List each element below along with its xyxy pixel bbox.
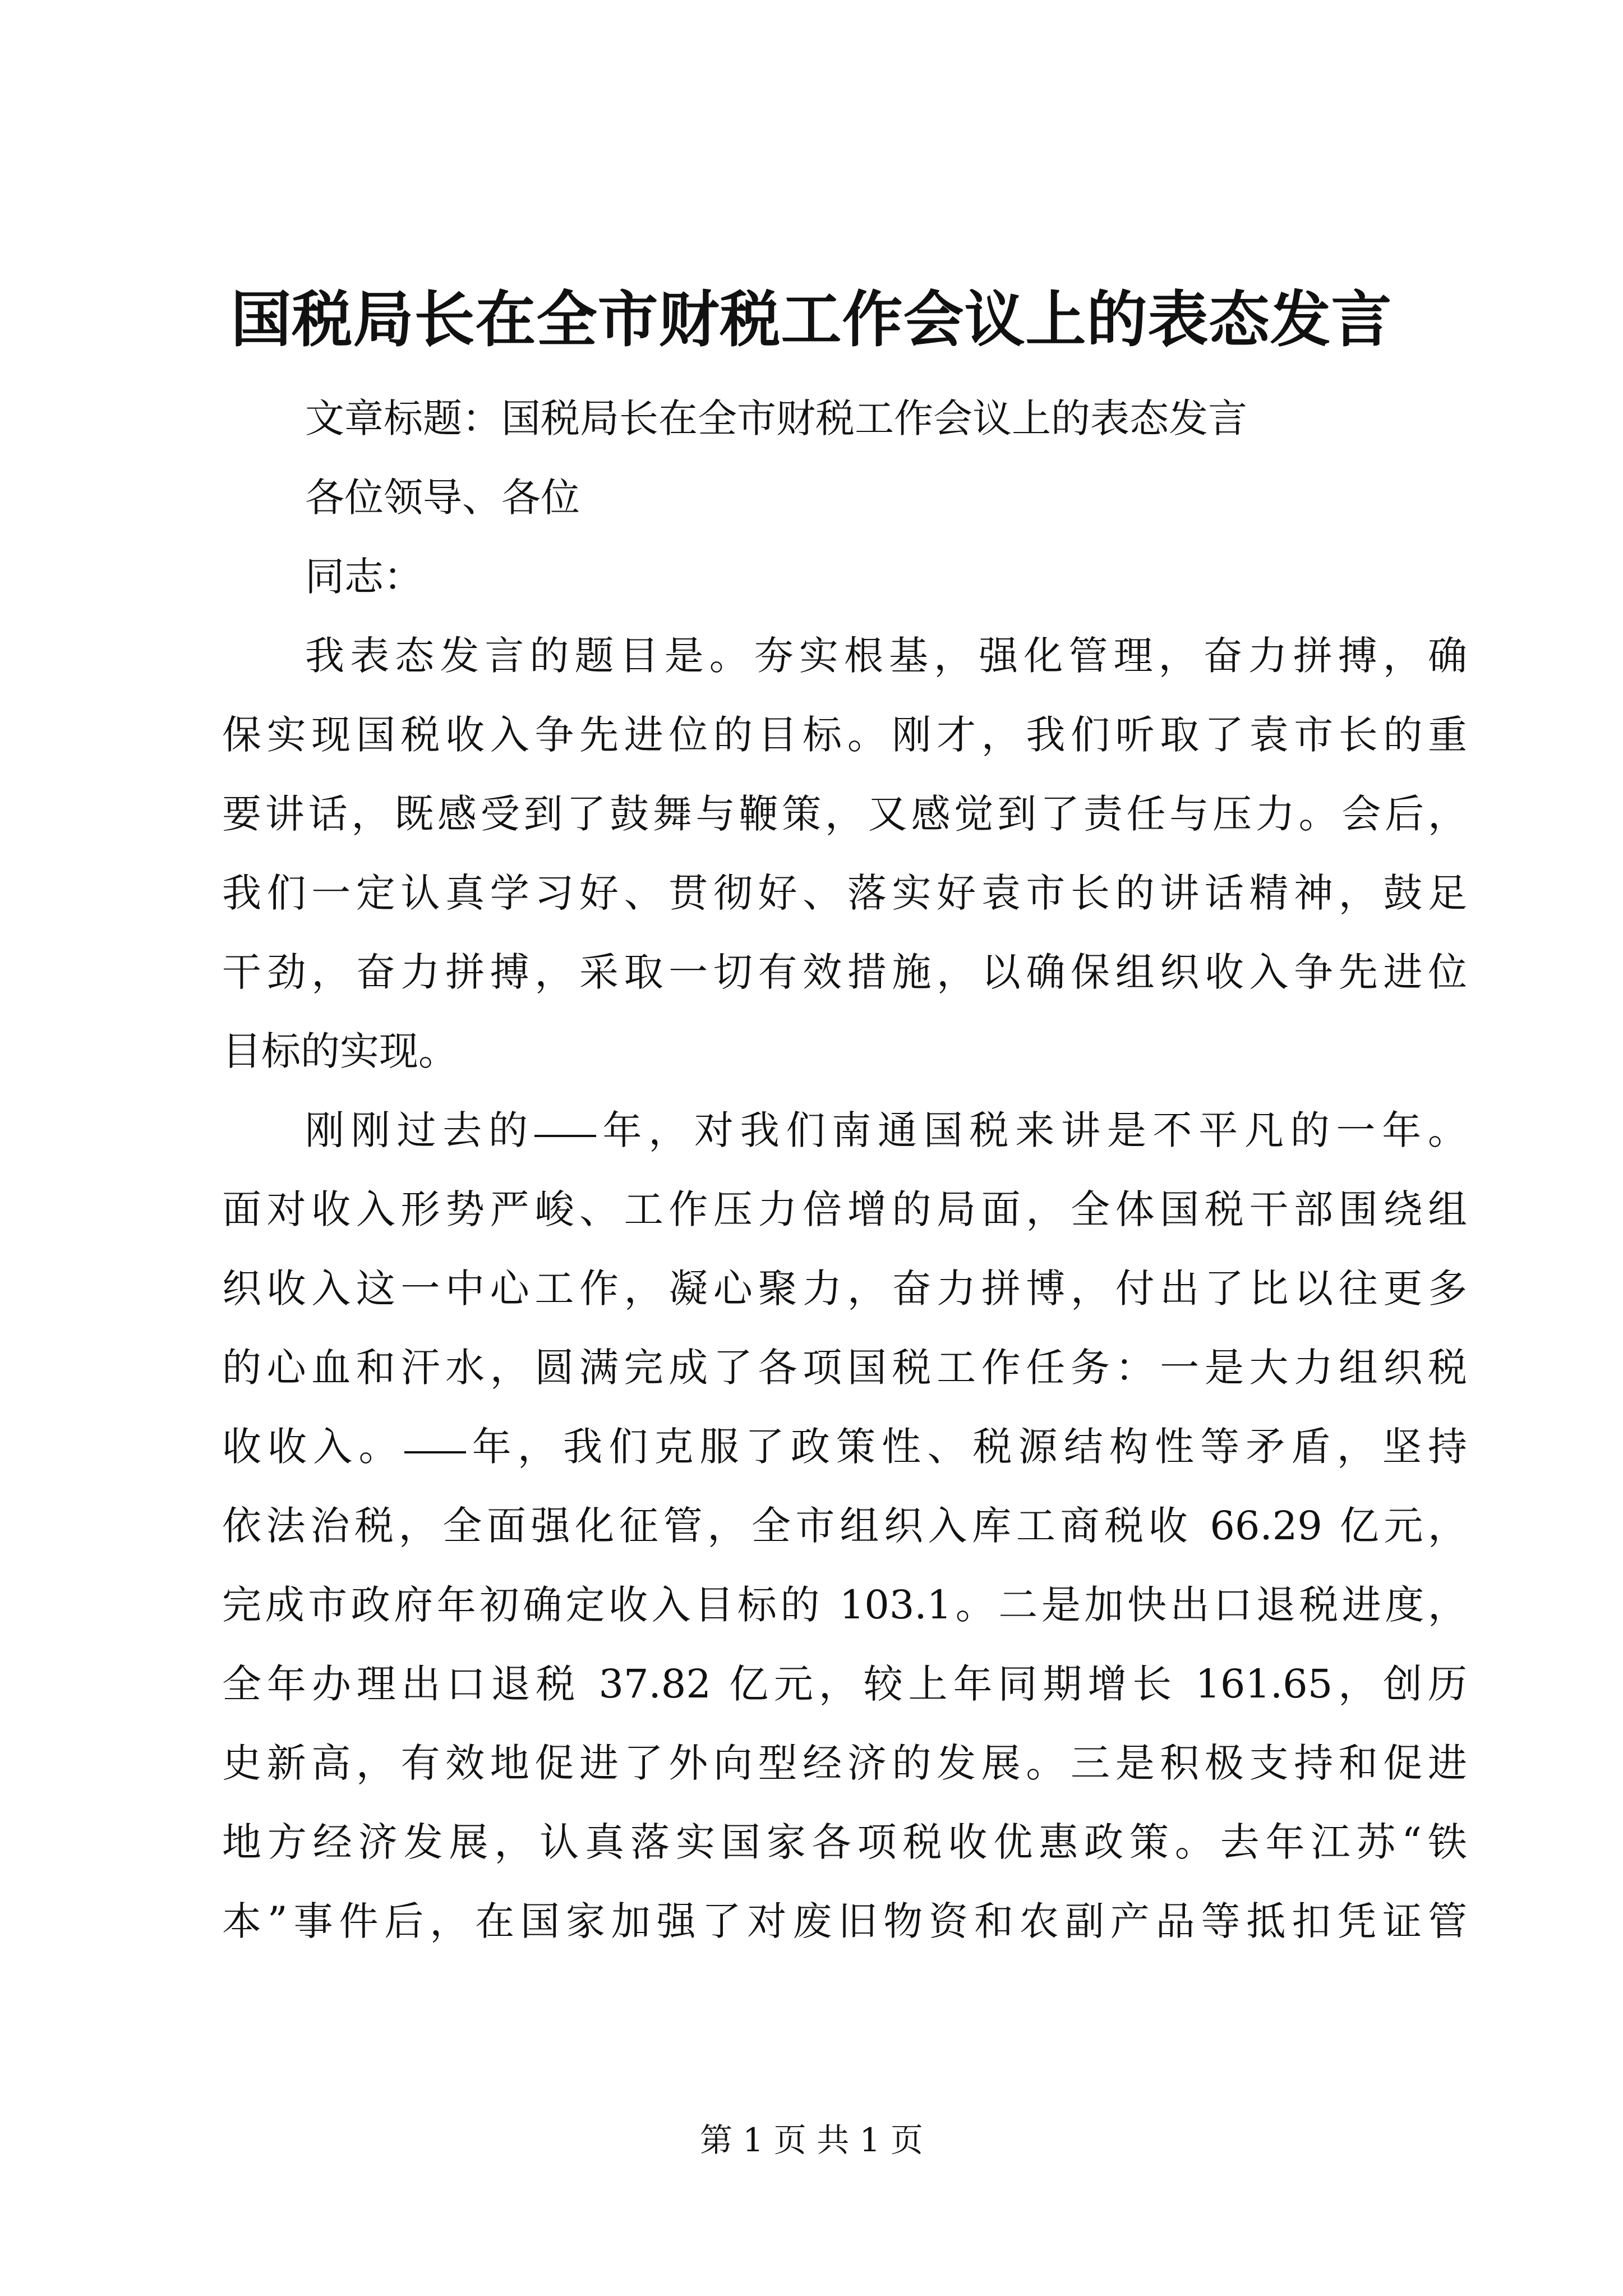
paragraph-line: 要讲话，既感受到了鼓舞与鞭策，又感觉到了责任与压力。会后，	[222, 791, 1467, 837]
line-text: 年，我们克服了政策性、税源结构性等矛盾，坚持	[465, 1424, 1468, 1470]
paragraph-line: 依法治税，全面强化征管，全市组织入库工商税收 66.29 亿元，	[222, 1503, 1467, 1549]
paragraph-line: 我表态发言的题目是。夯实根基，强化管理，奋力拼搏，确	[305, 633, 1467, 679]
paragraph-line	[222, 1099, 1467, 1178]
salutation-line: 同志：	[305, 554, 423, 600]
paragraph-line: 织收入这一中心工作，凝心聚力，奋力拼博，付出了比以往更多	[222, 1266, 1467, 1312]
paragraph-line: 史新高，有效地促进了外向型经济的发展。三是积极支持和促进	[222, 1740, 1467, 1786]
paragraph-line: 干劲，奋力拼搏，采取一切有效措施，以确保组织收入争先进位	[222, 949, 1467, 995]
paragraph-line: 目标的实现。	[222, 1028, 458, 1074]
document-title: 国税局长在全市财税工作会议上的表态发言	[230, 284, 1393, 355]
salutation-line: 各位领导、各位	[305, 475, 580, 521]
paragraph-line: 面对收入形势严峻、工作压力倍增的局面，全体国税干部围绕组	[222, 1186, 1467, 1232]
line-text: 收收入。	[222, 1424, 404, 1470]
article-title-line: 文章标题：国税局长在全市财税工作会议上的表态发言	[305, 395, 1247, 441]
paragraph-line: 本”事件后，在国家加强了对废旧物资和农副产品等抵扣凭证管	[222, 1898, 1467, 1944]
paragraph-line: 全年办理出口退税 37.82 亿元，较上年同期增长 161.65，创历	[222, 1661, 1467, 1707]
page-number-footer: 第 1 页 共 1 页	[700, 2121, 923, 2159]
paragraph-line	[222, 1415, 1467, 1494]
paragraph-line: 保实现国税收入争先进位的目标。刚才，我们听取了袁市长的重	[222, 712, 1467, 758]
paragraph-line: 地方经济发展，认真落实国家各项税收优惠政策。去年江苏“铁	[222, 1819, 1467, 1865]
paragraph-line: 完成市政府年初确定收入目标的 103.1。二是加快出口退税进度，	[222, 1582, 1467, 1628]
paragraph-line: 我们一定认真学习好、贯彻好、落实好袁市长的讲话精神，鼓足	[222, 870, 1467, 916]
fill-in-blank	[404, 1451, 466, 1453]
paragraph-line: 的心血和汗水，圆满完成了各项国税工作任务：一是大力组织税	[222, 1345, 1467, 1391]
fill-in-blank	[534, 1135, 596, 1137]
line-text: 刚刚过去的	[305, 1107, 534, 1153]
line-text: 年，对我们南通国税来讲是不平凡的一年。	[596, 1107, 1467, 1153]
document-body	[222, 387, 1467, 1969]
